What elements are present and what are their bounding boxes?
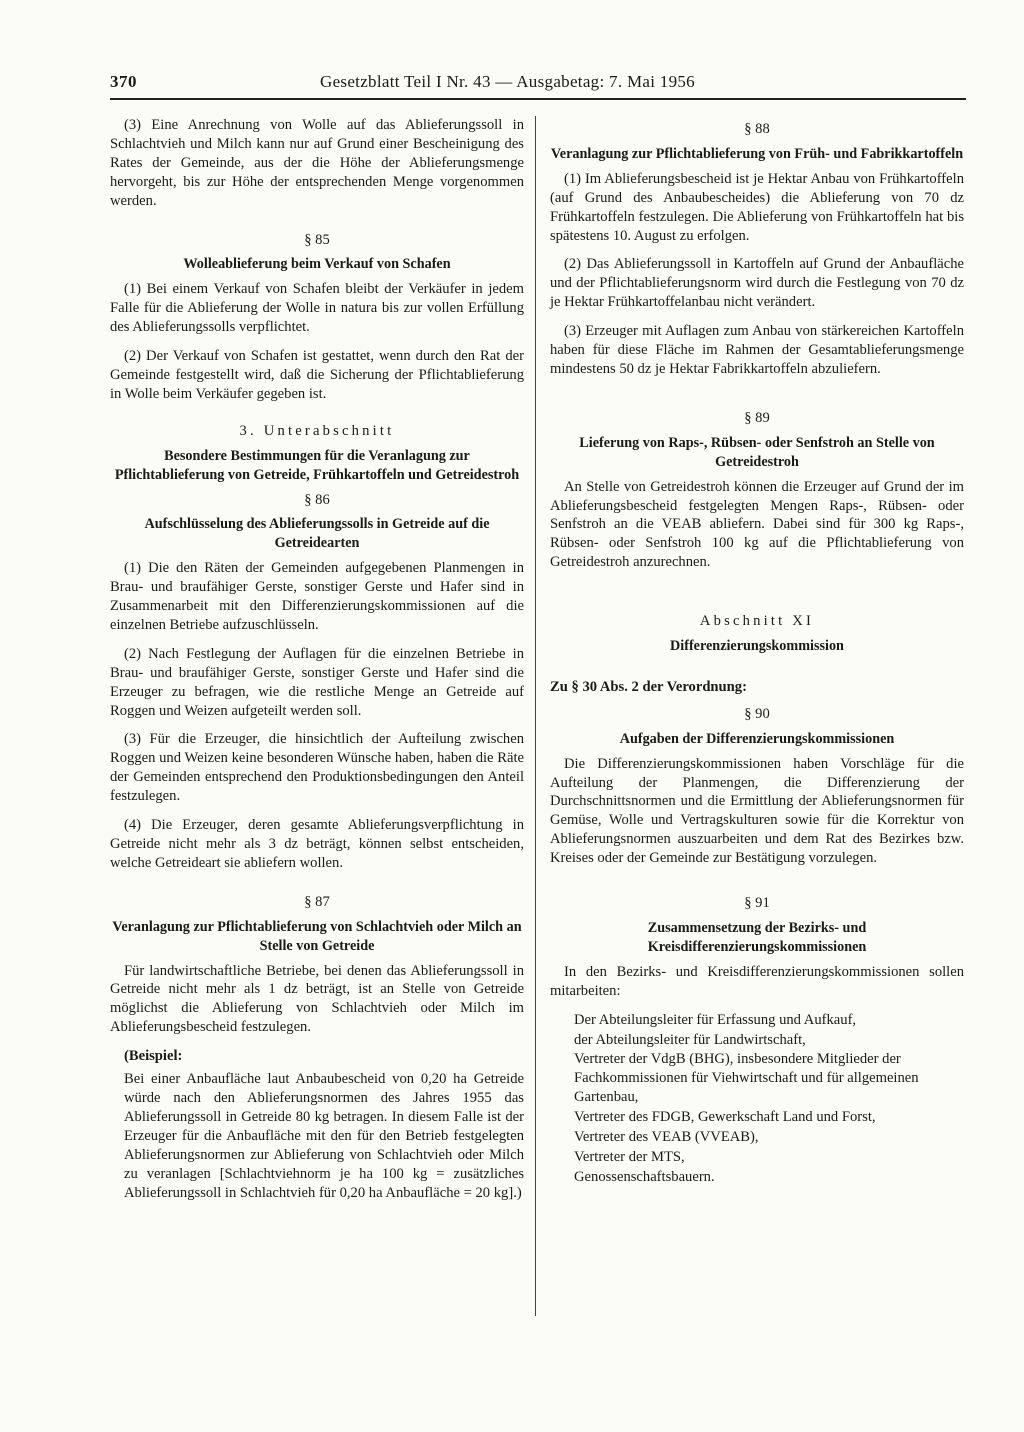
section-90-heading: Aufgaben der Differenzierungskommissionen: [619, 730, 895, 747]
section-89-number: § 89: [744, 409, 770, 426]
section-85-number: § 85: [304, 231, 330, 248]
column-divider: [535, 116, 536, 1316]
chapter-heading: Abschnitt XI: [699, 613, 815, 630]
paragraph-85-2: (2) Der Verkauf von Schafen ist gestattet, wenn durch den Rat der Gemeinde festgestellt wird, daß die Sicherung der Pflichtablieferung in Wolle beim Verkäufer gegeben ist.: [110, 348, 524, 402]
paragraph-90: Die Differenzierungskommissionen haben Vorschläge für die Aufteilung der Planmengen, die Differenzierung der Durchschnittsnormen und die Ermittlung der Ablieferungsnormen für Gemüse, Wolle und Vertragskulturen sowie für die Korrektur von Ablieferungsnormen auszuarbeiten und dem Rat des Bezirkes bzw. Kreises oder der Gemeinde zur Bestätigung vorzulegen.: [550, 755, 964, 867]
paragraph-84-3: (3) Eine Anrechnung von Wolle auf das Ablieferungssoll in Schlachtvieh und Milch kann nur auf Grund einer Bescheinigung des Rates der Gemeinde, aus der die Höhe der Ablieferungsmenge hervorgeht, bis zur Höhe der entsprechenden Menge vorgenommen werden.: [110, 117, 524, 209]
paragraph-86-1: (1) Die den Räten der Gemeinden aufgegebenen Planmengen in Brau- und braufähiger Gerste, sonstiger Gerste und Hafer sind in Zusammenarbeit mit den Differenzierungskommissionen auf die einzelnen Betriebe aufzuschlüsseln.: [110, 560, 524, 633]
member-list-item: Genossenschaftsbauern.: [574, 1168, 715, 1185]
subsection-heading: 3. Unterabschnitt: [239, 422, 395, 439]
paragraph-85-1: (1) Bei einem Verkauf von Schafen bleibt der Verkäufer in jedem Falle für die Ablieferung der Wolle in natura bis zur vollen Erfüllung des Ablieferungssolls verpflichtet.: [110, 281, 524, 336]
example-label: (Beispiel:: [124, 1048, 183, 1065]
member-list-item: Vertreter des FDGB, Gewerkschaft Land und Forst,: [574, 1109, 876, 1126]
regulation-reference: Zu § 30 Abs. 2 der Verordnung:: [550, 678, 747, 695]
paragraph-86-4: (4) Die Erzeuger, deren gesamte Ablieferungsverpflichtung in Getreide nicht mehr als 3 dz beträgt, können selbst entscheiden, welche Getreideart sie abliefern wollen.: [110, 817, 524, 871]
paragraph-86-2: (2) Nach Festlegung der Auflagen für die einzelnen Betriebe in Brau- und braufähiger Gerste, sonstiger Gerste und Hafer sind die Erzeuger zu befragen, wie die restliche Menge an Getreide auf Roggen und Weizen aufgeteilt werden soll.: [110, 645, 524, 719]
member-list-item: Vertreter des VEAB (VVEAB),: [574, 1129, 759, 1146]
section-91-heading: Zusammensetzung der Bezirks- und Kreisdifferenzierungskommissionen: [647, 920, 867, 955]
subsection-title: Besondere Bestimmungen für die Veranlagung zur Pflichtablieferung von Getreide, Frühkartoffeln und Getreidestroh: [114, 447, 520, 483]
section-88-number: § 88: [744, 121, 770, 137]
member-list-item: Vertreter der MTS,: [574, 1148, 685, 1165]
section-85-heading: Wolleablieferung beim Verkauf von Schafen: [183, 256, 451, 273]
section-89-heading: Lieferung von Raps-, Rübsen- oder Senfstroh an Stelle von Getreidestroh: [579, 434, 935, 470]
section-86-heading: Aufschlüsselung des Ablieferungssolls in Getreide auf die Getreidearten: [144, 516, 490, 552]
left-column: [110, 116, 524, 1212]
member-list: [574, 1011, 964, 1187]
section-86-number: § 86: [304, 491, 330, 508]
paragraph-87: Für landwirtschaftliche Betriebe, bei denen das Ablieferungssoll in Getreide nicht mehr als 1 dz beträgt, ist an Stelle von Getreide möglichst die Ablieferung von Schlachtvieh oder Milch im Ablieferungsbescheid festzulegen.: [110, 962, 524, 1036]
paragraph-88-2: (2) Das Ablieferungssoll in Kartoffeln auf Grund der Anbaufläche und der Pflichtablieferungsnorm wird durch die Festlegung von 70 dz je Hektar Frühkartoffelanbau nicht verändert.: [550, 256, 964, 311]
chapter-title: Differenzierungskommission: [670, 638, 844, 655]
paragraph-86-3: (3) Für die Erzeuger, die hinsichtlich der Aufteilung zwischen Roggen und Weizen keine besonderen Wünsche haben, haben die Räte der Gemeinden entsprechend den Produktionsbedingungen den Anteil festzulegen.: [110, 731, 524, 805]
section-87-number: § 87: [304, 893, 330, 910]
member-list-item: Vertreter der VdgB (BHG), insbesondere Mitglieder der Fachkommissionen für Viehwirtschaft und für allgemeinen Gartenbau,: [574, 1051, 919, 1106]
section-91-number: § 91: [744, 895, 770, 912]
section-87-heading: Veranlagung zur Pflichtablieferung von Schlachtvieh oder Milch an Stelle von Getreide: [112, 918, 522, 954]
header-title: Gesetzblatt Teil I Nr. 43 — Ausgabetag: 7. Mai 1956: [320, 72, 695, 91]
example-block: [124, 1070, 524, 1202]
member-list-item: der Abteilungsleiter für Landwirtschaft,: [574, 1031, 806, 1048]
right-column: [550, 116, 964, 1188]
page-number: 370: [110, 72, 137, 91]
paragraph-91: In den Bezirks- und Kreisdifferenzierungskommissionen sollen mitarbeiten:: [550, 963, 964, 999]
section-88-heading: Veranlagung zur Pflichtablieferung von Früh- und Fabrikkartoffeln: [550, 145, 964, 162]
page-header: [110, 72, 966, 100]
member-list-item: Der Abteilungsleiter für Erfassung und Aufkauf,: [574, 1011, 857, 1028]
paragraph-88-1: (1) Im Ablieferungsbescheid ist je Hektar Anbau von Frühkartoffeln (auf Grund des Anbaubescheides) die Ablieferung von 70 dz Frühkartoffeln festzulegen. Die Ablieferung von Frühkartoffeln hat bis spätestens 10. August zu erfolgen.: [550, 170, 964, 244]
paragraph-89: An Stelle von Getreidestroh können die Erzeuger auf Grund der im Ablieferungsbescheid festgelegten Mengen Raps-, Rübsen- oder Senfstroh an die VEAB abliefern. Dabei sind für 300 kg Raps-, Rübsen- oder Senfstroh 100 kg auf die Pflichtablieferung von Getreidestroh anzurechnen.: [550, 478, 964, 571]
section-90-number: § 90: [744, 705, 770, 722]
paragraph-88-3: (3) Erzeuger mit Auflagen zum Anbau von stärkereichen Kartoffeln haben für diese Fläche im Rahmen der Gesamtablieferungsmenge mindestens 50 dz je Hektar Fabrikkartoffeln abzuliefern.: [550, 323, 964, 377]
example-text: Bei einer Anbaufläche laut Anbaubescheid von 0,20 ha Getreide würde nach den Ablieferungsnormen des Jahres 1955 das Ablieferungssoll in Getreide 80 kg betragen. In diesem Falle ist der Erzeuger für die Anbaufläche mit den für den Betrieb festgelegten Ablieferungsnormen zur Ablieferung von Schlachtvieh oder Milch zu veranlagen [Schlachtviehnorm je ha 100 kg = zusätzliches Ablieferungssoll in Schlachtvieh für 0,20 ha Anbaufläche = 20 kg].): [124, 1071, 524, 1201]
